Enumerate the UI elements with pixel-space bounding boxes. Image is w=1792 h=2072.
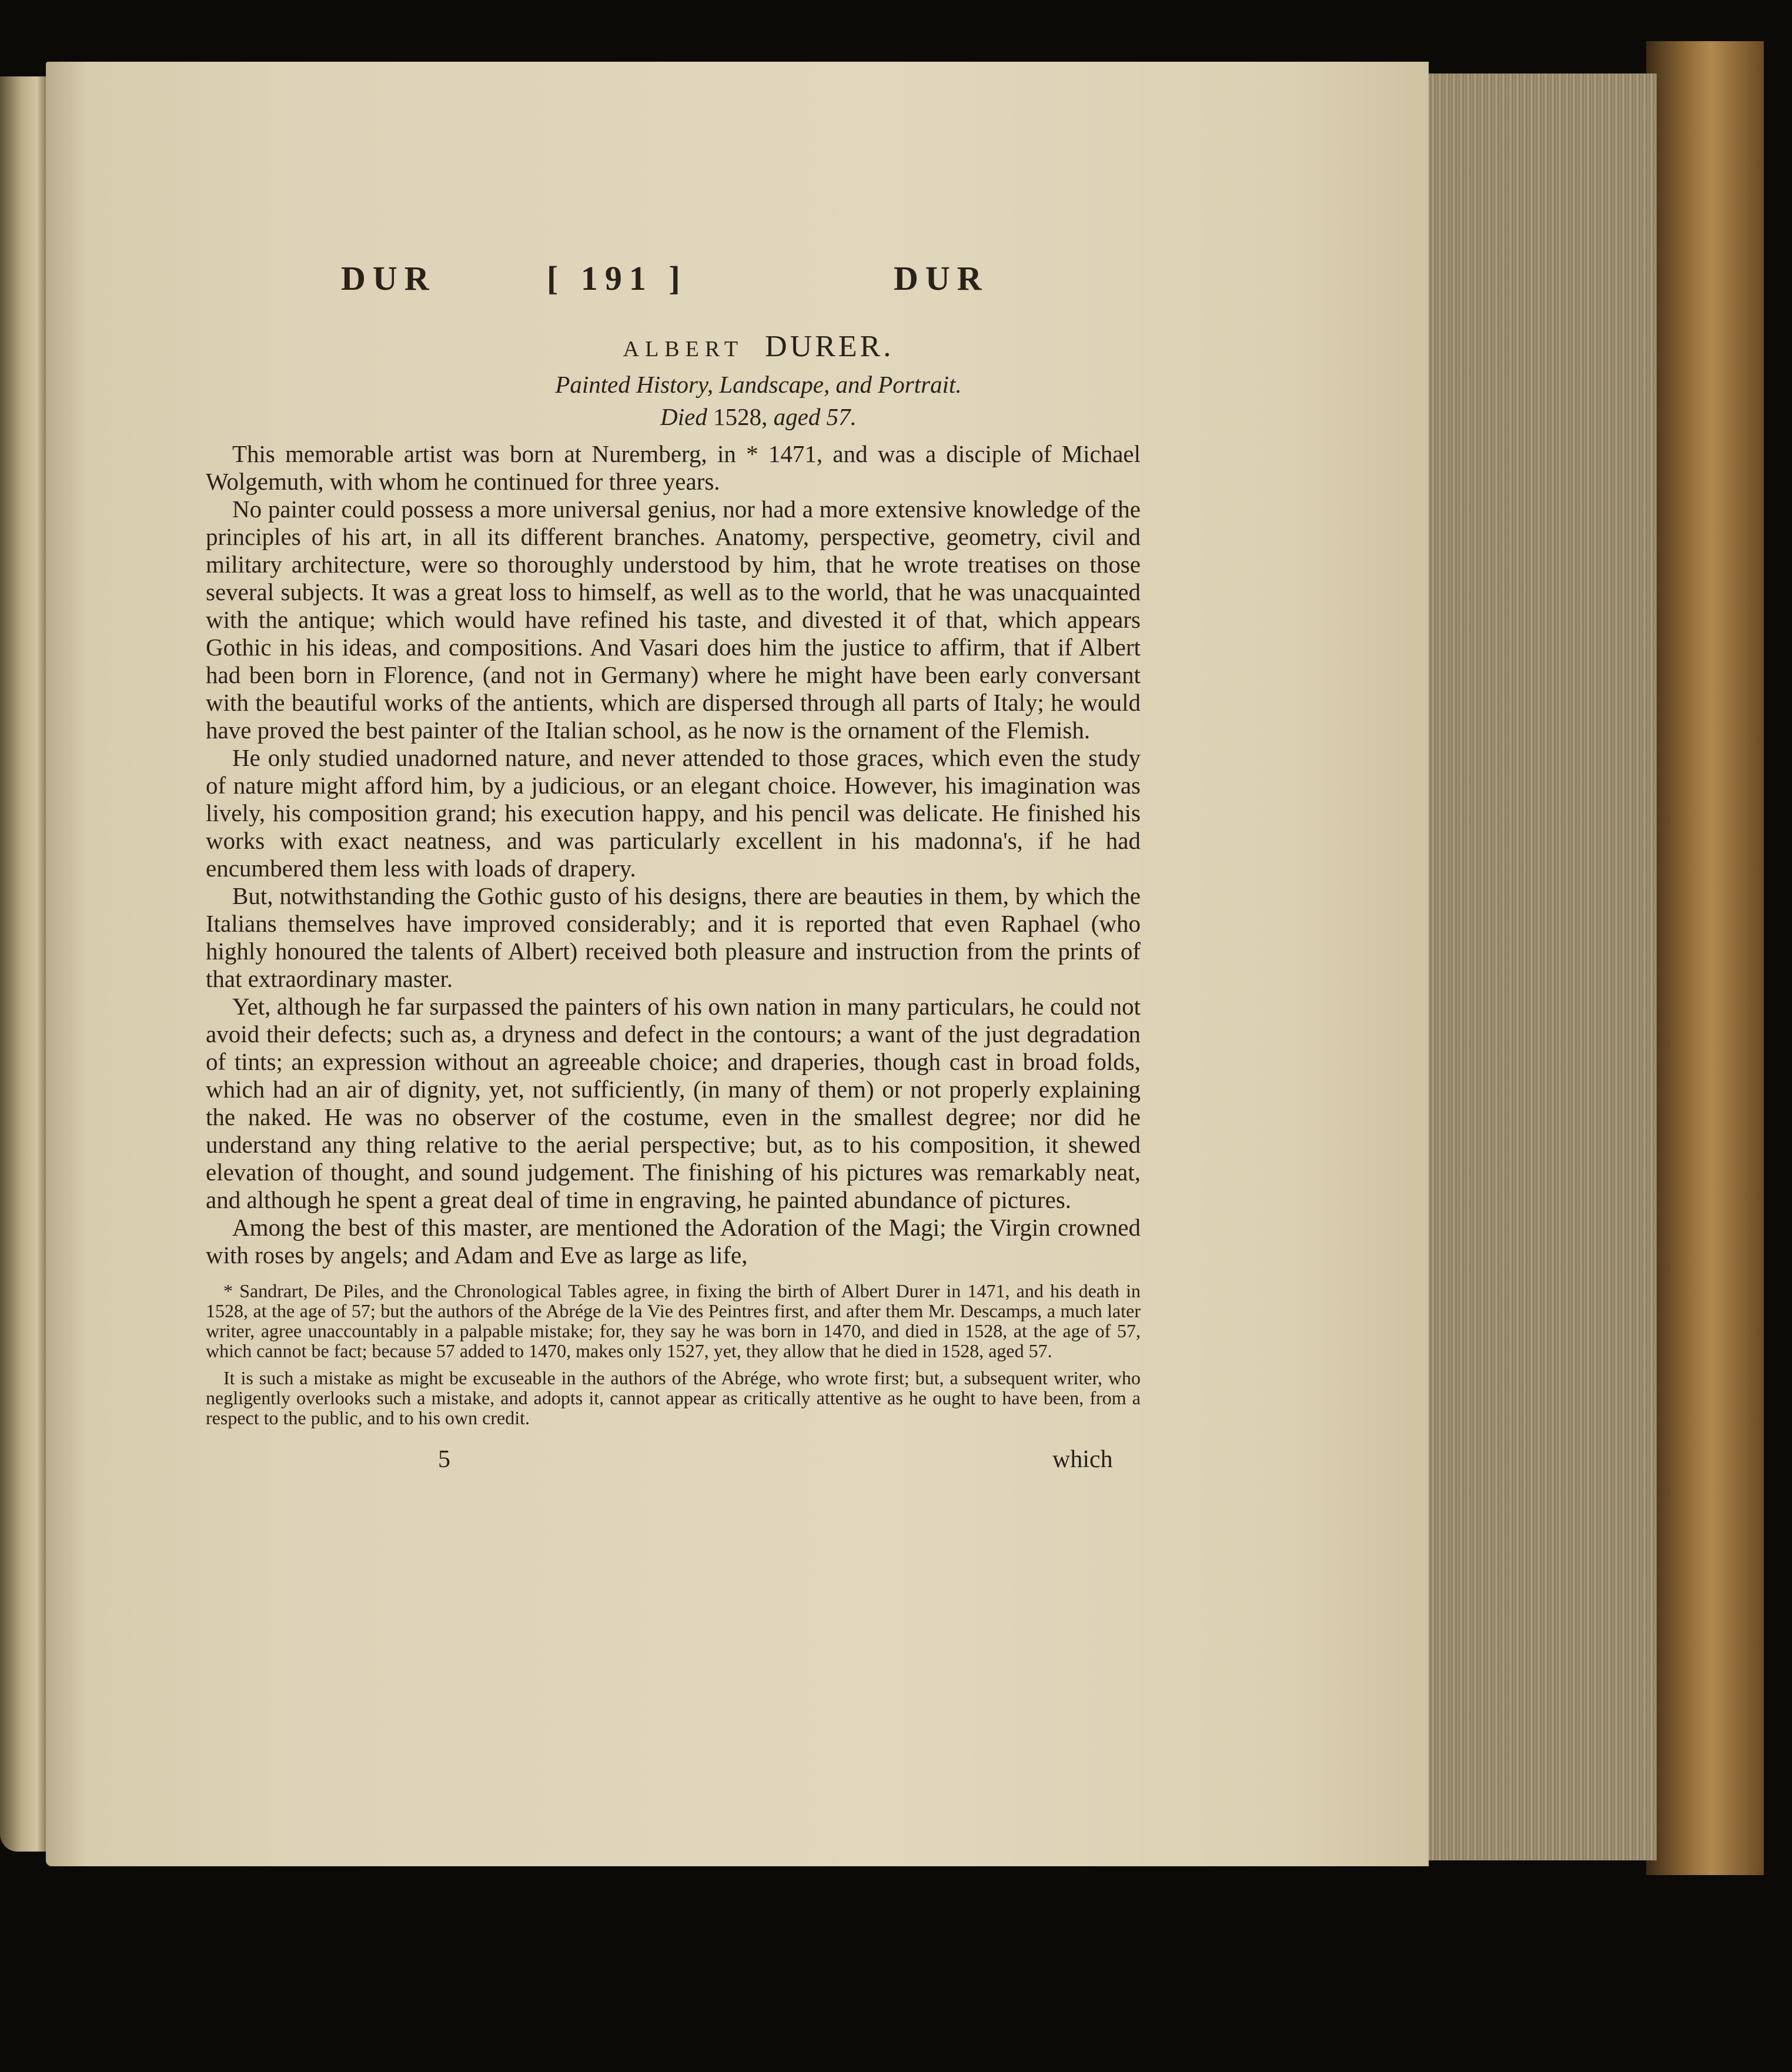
- footnote: * Sandrart, De Piles, and the Chronological Tables agree, in fixing the birth of Albert Durer in 1471, and his death in 1528, at the age of 57; but the authors of the Abrége de la Vie des Peintres first, and after them Mr. Descamps, a much later writer, agree unaccountably in a palpable mistake; for, they say he was born in 1470, and died in 1528, at the age of 57, which cannot be fact; because 57 added to 1470, makes only 1527, yet, they allow that he died in 1528, aged 57.: [206, 1280, 1141, 1361]
- page-number: [ 191 ]: [547, 259, 687, 297]
- header-left: DUR: [341, 259, 436, 297]
- title-first-name: ALBERT: [623, 337, 744, 361]
- title-last-name: DURER.: [765, 330, 894, 363]
- book-cover: [1646, 41, 1764, 1875]
- body-text: [206, 440, 1141, 1269]
- paragraph: He only studied unadorned nature, and never attended to those graces, which even the study of nature might afford him, by a judicious, or an elegant choice. However, his imagination was lively, his composition grand; his execution happy, and his pencil was delicate. He finished his works with exact neatness, and was particularly excellent in his madonna's, if he had encumbered them less with loads of drapery.: [206, 744, 1141, 882]
- catchword: which: [1052, 1446, 1113, 1473]
- signature-mark: 5: [438, 1446, 450, 1473]
- footnote: It is such a mistake as might be excuseable in the authors of the Abrége, who wrote first; but, a subsequent writer, who negligently overlooks such a mistake, and adopts it, cannot appear as critically attentive as he ought to have been, from a respect to the public, and to his own credit.: [206, 1367, 1141, 1428]
- left-page-edge: [0, 76, 46, 1852]
- paragraph: Among the best of this master, are mentioned the Adoration of the Magi; the Virgin crowned with roses by angels; and Adam and Eve as large as life,: [206, 1214, 1141, 1268]
- article-subtitle: Painted History, Landscape, and Portrait.: [555, 371, 962, 398]
- footnotes: [206, 1281, 1141, 1428]
- died-label: Died: [660, 403, 707, 430]
- death-line: [206, 403, 1146, 437]
- paragraph: This memorable artist was born at Nuremberg, in * 1471, and was a disciple of Michael Wolgemuth, with whom he continued for three years.: [206, 440, 1141, 495]
- paragraph: No painter could possess a more universal genius, nor had a more extensive knowledge of the principles of his art, in all its different branches. Anatomy, perspective, geometry, civil and military architecture, were so thoroughly understood by him, that he wrote treatises on those several subjects. It was a great loss to himself, as well as to the world, that he was unacquainted with the antique; which would have refined his taste, and divested it of that, which appears Gothic in his ideas, and compositions. And Vasari does him the justice to affirm, that if Albert had been born in Florence, (and not in Germany) where he might have been early conversant with the beautiful works of the antients, which are dispersed through all parts of Italy; he would have proved the best painter of the Italian school, as he now is the ornament of the Flemish.: [206, 496, 1141, 744]
- article-title: [206, 329, 1146, 370]
- header-right: DUR: [894, 259, 989, 297]
- died-year: 1528,: [713, 403, 768, 430]
- died-age: aged 57.: [773, 403, 857, 430]
- paragraph: But, notwithstanding the Gothic gusto of his designs, there are beauties in them, by which the Italians themselves have improved considerably; and it is reported that even Raphael (who highly honoured the talents of Albert) received both pleasure and instruction from the prints of that extraordinary master.: [206, 882, 1141, 992]
- running-header: [206, 259, 1146, 312]
- page-footer: [206, 1445, 1146, 1481]
- page-fore-edge: [1423, 73, 1657, 1860]
- paragraph: Yet, although he far surpassed the painters of his own nation in many particulars, he could not avoid their defects; such as, a dryness and defect in the contours; a want of the just degradation of tints; an expression without an agreeable choice; and draperies, though cast in broad folds, which had an air of dignity, yet, not sufficiently, (in many of them) or not properly explaining the naked. He was no observer of the costume, even in the smallest degree; nor did he understand any thing relative to the aerial perspective; but, as to his composition, it shewed elevation of thought, and sound judgement. The finishing of his pictures was remarkably neat, and although he spent a great deal of time in engraving, he painted abundance of pictures.: [206, 993, 1141, 1213]
- page-content: [206, 259, 1146, 1481]
